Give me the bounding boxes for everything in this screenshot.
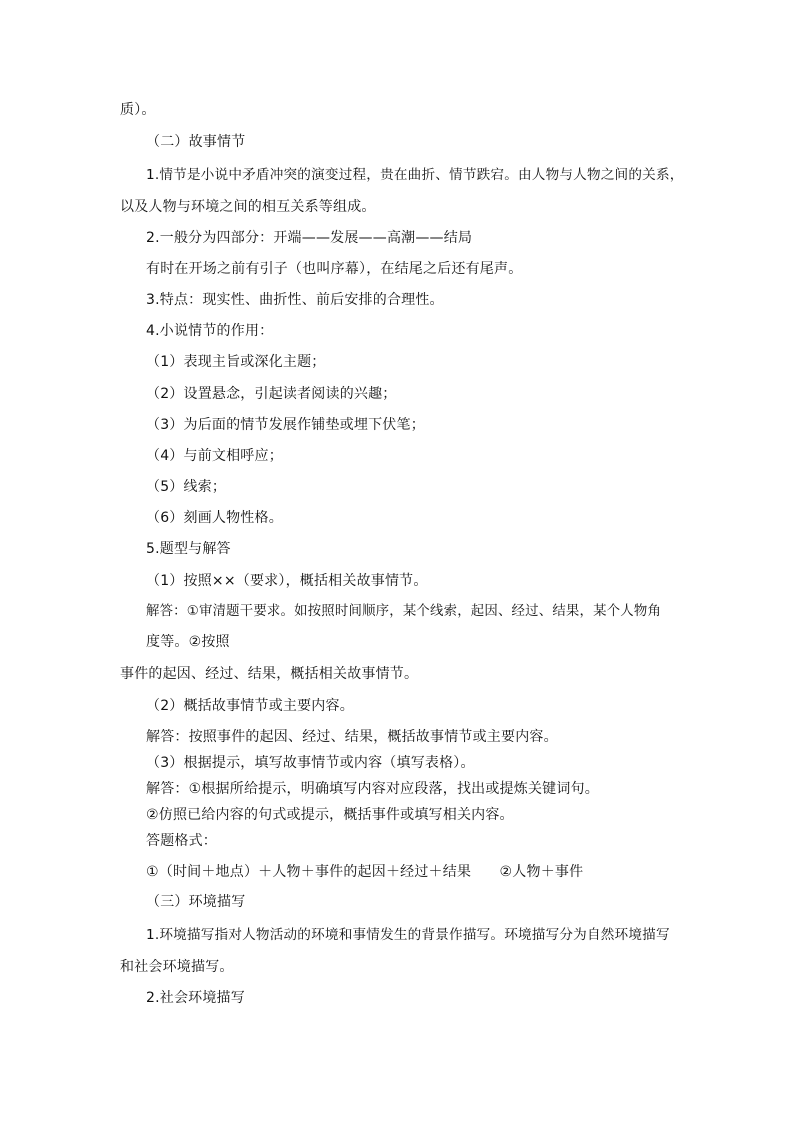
list-item: （1）按照××（要求），概括相关故事情节。 [146,573,428,589]
text-line: 1.环境描写指对人物活动的环境和事情发生的背景作描写。环境描写分为自然环境描写 [146,927,670,943]
text-line: 4.小说情节的作用： [146,323,274,339]
text-line: 有时在开场之前有引子（也叫序幕），在结尾之后还有尾声。 [146,261,523,277]
list-item: （2）设置悬念，引起读者阅读的兴趣； [146,386,397,402]
text-line: 3.特点：现实性、曲折性、前后安排的合理性。 [146,292,444,308]
text-line: 2.社会环境描写 [146,990,245,1006]
text-line: 5.题型与解答 [146,541,231,557]
section-heading: （三）环境描写 [146,894,246,910]
list-item: （5）线索； [146,479,227,495]
list-item: （2）概括故事情节或主要内容。 [146,698,354,714]
section-heading: （二）故事情节 [146,134,246,150]
text-line: 1.情节是小说中矛盾冲突的演变过程，贵在曲折、情节跌宕。由人物与人物之间的关系， [146,167,684,183]
text-line: 事件的起因、经过、结果，概括相关故事情节。 [120,666,419,682]
list-item: （3）为后面的情节发展作铺垫或埋下伏笔； [146,417,425,433]
text-line: 2.一般分为四部分：开端——发展——高潮——结局 [146,230,473,246]
list-item: （3）根据提示，填写故事情节或内容（填写表格）。 [146,755,475,771]
text-line: 解答：按照事件的起因、经过、结果，概括故事情节或主要内容。 [146,729,558,745]
list-item: （1）表现主旨或深化主题； [146,354,326,370]
text-line: 和社会环境描写。 [120,959,234,975]
text-line: ②仿照已给内容的句式或提示，概括事件或填写相关内容。 [146,807,514,823]
text-line: ①（时间＋地点）＋人物＋事件的起因＋经过＋结果 ②人物＋事件 [146,864,584,880]
text-line: 解答：①根据所给提示，明确填写内容对应段落，找出或提炼关键词句。 [146,781,599,797]
text-line: 度等。②按照 [146,634,230,650]
text-line: 答题格式： [146,833,217,849]
list-item: （4）与前文相呼应； [146,448,283,464]
text-line: 解答：①审清题干要求。如按照时间顺序，某个线索，起因、经过、结果，某个人物角 [146,604,662,619]
text-line: 以及人物与环境之间的相互关系等组成。 [120,199,376,215]
list-item: （6）刻画人物性格。 [146,510,283,526]
text-line: 质）。 [120,102,156,118]
